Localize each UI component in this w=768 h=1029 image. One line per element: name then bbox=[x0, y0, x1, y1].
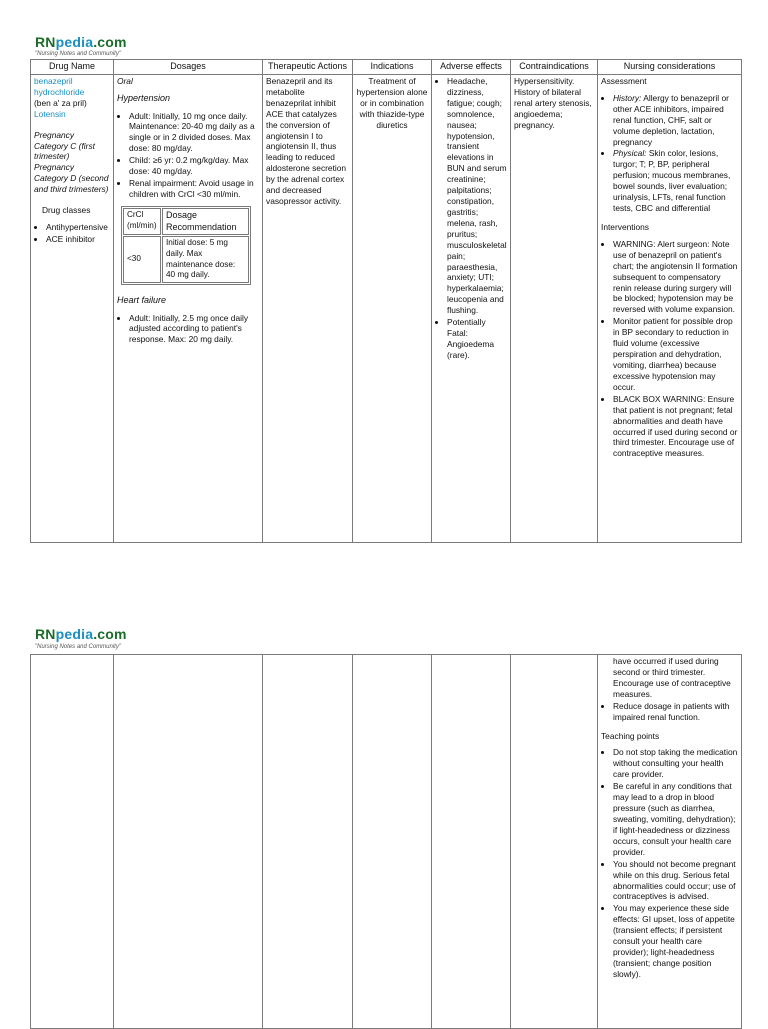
drug-name-cell bbox=[31, 655, 114, 1029]
contraindications-cell bbox=[511, 655, 598, 1029]
site-tagline: "Nursing Notes and Community" bbox=[35, 51, 121, 57]
contraindications-text: Hypersensitivity. History of bilateral renal artery stenosis, angioedema; pregnancy. bbox=[514, 75, 592, 130]
brand-name-link[interactable]: Lotensin bbox=[34, 108, 66, 119]
table-row bbox=[31, 655, 742, 1029]
list-item: • Monitor patient for possible drop in BP secondary to reduction in fluid volume (excessive perspiration and dehydration, vomiting, diarrhea) because excessive hypotension may occur. bbox=[613, 316, 738, 392]
dosages-cell bbox=[114, 74, 263, 542]
list-item: • Headache, dizziness, fatigue; cough; somnolence, nausea; hypotension, transient elevations in BUN and serum creatinine; palpitations; constipation, gastritis; melena, rash, pruritus; musculoskeletal pain; paraesthesia, anxiety; UTI; hyperkalaemia; leucopenia and flushing. bbox=[447, 76, 507, 316]
header-dosages: Dosages bbox=[114, 60, 263, 75]
heart-failure-dose-list bbox=[117, 313, 259, 346]
list-item: • Adult: Initially, 10 mg once daily. Maintenance: 20-40 mg daily as a single or in 2 divided doses. Max dose: 80 mg/day. bbox=[129, 111, 259, 155]
crcl-table bbox=[121, 206, 251, 285]
assessment-list bbox=[601, 93, 738, 214]
list-item: • History: Allergy to benazepril or other ACE inhibitors, impaired renal function, CHF, salt or volume depletion, lactation, pregnancy bbox=[613, 93, 738, 148]
interventions-list bbox=[601, 239, 738, 459]
header-indications: Indications bbox=[353, 60, 432, 75]
list-item: have occurred if used during second or third trimester. Encourage use of contraceptive measures. bbox=[613, 656, 731, 699]
interventions-list-continued bbox=[601, 656, 738, 723]
table-row bbox=[31, 74, 742, 542]
list-item: • Physical: Skin color, lesions, turgor; T; P, BP, peripheral perfusion; mucous membranes, bowel sounds, liver evaluation; urinalysis, LFTs, renal function tests, CBC and differential bbox=[613, 148, 738, 214]
indications-cell bbox=[353, 74, 432, 542]
dose-rec-header: Dosage Recommendation bbox=[162, 208, 249, 235]
list-item: • Be careful in any conditions that may lead to a drop in blood pressure (such as diarrhea, sweating, vomiting, dehydration); if light-headedness or dizziness occurs, consult your health care provider. bbox=[613, 781, 738, 857]
teaching-heading: Teaching points bbox=[601, 730, 660, 741]
list-item: • Renal impairment: Avoid usage in children with CrCl <30 ml/min. bbox=[129, 178, 259, 200]
indications-cell bbox=[353, 655, 432, 1029]
site-logo[interactable]: RNpedia.com bbox=[35, 34, 127, 50]
list-item: • Antihypertensive bbox=[46, 222, 110, 233]
therapeutic-actions-cell bbox=[263, 74, 353, 542]
site-tagline: "Nursing Notes and Community" bbox=[35, 644, 121, 650]
drug-name-cell bbox=[31, 74, 114, 542]
site-logo[interactable]: RNpedia.com bbox=[35, 626, 127, 642]
indications-text: Treatment of hypertension alone or in combination with thiazide-type diuretics bbox=[356, 75, 428, 130]
list-item: • You may experience these side effects: GI upset, loss of appetite (transient effects; if persistent consult your health care provider); light-headedness (transient; change position slowly). bbox=[613, 903, 738, 979]
crcl-value: <30 bbox=[123, 236, 161, 283]
nursing-cell bbox=[598, 655, 742, 1029]
hypertension-dose-list bbox=[117, 111, 259, 200]
hypertension-heading: Hypertension bbox=[117, 92, 171, 103]
drug-table-continued bbox=[30, 654, 742, 1029]
drug-table bbox=[30, 59, 742, 543]
list-item: • Child: ≥6 yr: 0.2 mg/kg/day. Max dose: 40 mg/day. bbox=[129, 155, 259, 177]
header-drug-name: Drug Name bbox=[31, 60, 114, 75]
list-item: • ACE inhibitor bbox=[46, 234, 110, 245]
adverse-effects-cell bbox=[432, 655, 511, 1029]
crcl-header: CrCl (ml/min) bbox=[123, 208, 161, 235]
adverse-list bbox=[435, 76, 507, 361]
adverse-effects-cell bbox=[432, 74, 511, 542]
drug-classes-title: Drug classes bbox=[42, 205, 91, 216]
header-adverse-effects: Adverse effects bbox=[432, 60, 511, 75]
list-item: • Potentially Fatal: Angioedema (rare). bbox=[447, 317, 507, 361]
header-therapeutic-actions: Therapeutic Actions bbox=[263, 60, 353, 75]
teaching-list bbox=[601, 747, 738, 979]
list-item: • Adult: Initially, 2.5 mg once daily adjusted according to patient's response. Max: 20 mg daily. bbox=[129, 313, 259, 346]
generic-name-link[interactable]: benazepril hydrochloride bbox=[34, 75, 85, 97]
list-item: • BLACK BOX WARNING: Ensure that patient is not pregnant; fetal abnormalities and death have occurred if used during second or third trimester. Encourage use of contraceptive measures. bbox=[613, 394, 738, 460]
list-item: • You should not become pregnant while on this drug. Serious fetal abnormalities could occur; use of contraceptives is advised. bbox=[613, 859, 738, 903]
nursing-cell bbox=[598, 74, 742, 542]
route: Oral bbox=[117, 75, 133, 86]
therapeutic-actions-cell bbox=[263, 655, 353, 1029]
table-header-row bbox=[31, 60, 742, 75]
list-item: • Do not stop taking the medication without consulting your health care provider. bbox=[613, 747, 738, 780]
pronunciation: (ben a' za pril) bbox=[34, 97, 87, 108]
dosages-cell bbox=[114, 655, 263, 1029]
interventions-heading: Interventions bbox=[601, 221, 649, 232]
actions-text: Benazepril and its metabolite benazeprilat inhibit ACE that catalyzes the conversion of angiotensin I to angiotensin II, thus leading to reduced aldosterone secretion by the adrenal cortex and decreased vasopressor activity. bbox=[266, 75, 347, 207]
list-item: • Reduce dosage in patients with impaired renal function. bbox=[613, 701, 738, 723]
heart-failure-heading: Heart failure bbox=[117, 294, 167, 305]
drug-classes-list bbox=[34, 222, 110, 245]
list-item: • WARNING: Alert surgeon: Note use of benazepril on patient's chart; the angiotensin II formation subsequent to compensatory renin release during surgery will be blocked; hypotension may be reversed with volume expansion. bbox=[613, 239, 738, 315]
assessment-heading: Assessment bbox=[601, 75, 647, 86]
header-contraindications: Contraindications bbox=[511, 60, 598, 75]
contraindications-cell bbox=[511, 74, 598, 542]
pregnancy-category: Pregnancy Category C (first trimester) Pregnancy Category D (second and third trimesters) bbox=[34, 129, 109, 195]
header-nursing-considerations: Nursing considerations bbox=[598, 60, 742, 75]
crcl-dose: Initial dose: 5 mg daily. Max maintenance dose: 40 mg daily. bbox=[162, 236, 249, 283]
